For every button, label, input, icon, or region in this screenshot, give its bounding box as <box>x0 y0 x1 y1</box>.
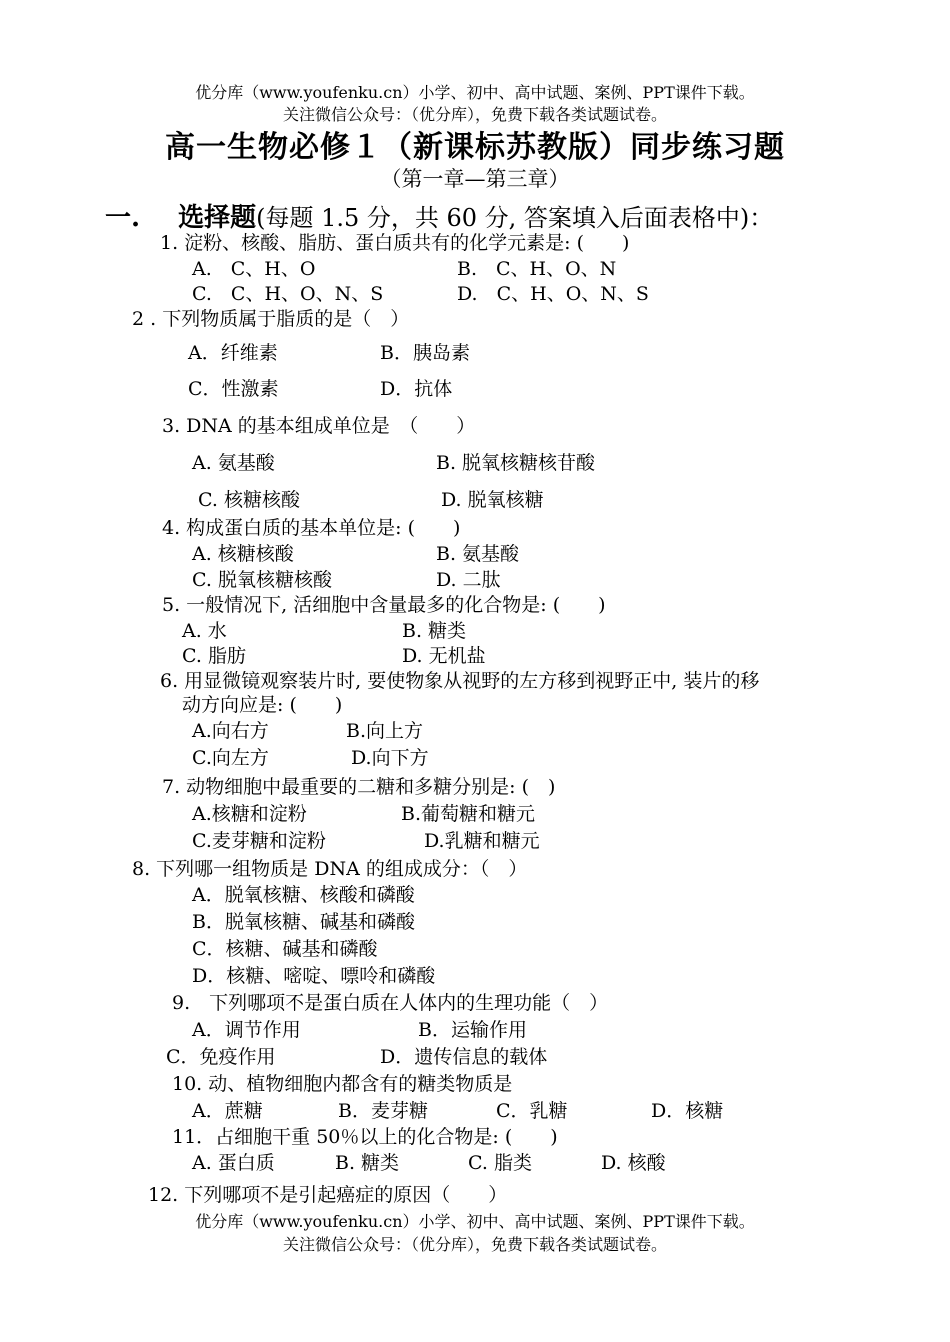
question-12: 12. 下列哪项不是引起癌症的原因（ ） <box>148 1184 508 1206</box>
q5-option-c: C. 脂肪 <box>182 645 246 667</box>
q10-option-d: D．核糖 <box>651 1100 724 1122</box>
q3-option-a: A. 氨基酸 <box>192 452 275 474</box>
q5-option-d: D. 无机盐 <box>402 645 486 667</box>
section-note: (每题 1.5 分，共 60 分, 答案填入后面表格中)： <box>256 204 774 232</box>
header-line-1: 优分库（www.youfenku.cn）小学、初中、高中试题、案例、PPT课件下载。 <box>195 83 755 102</box>
q1-option-b: B. C、H、O、N <box>457 258 617 280</box>
q7-option-b: B.葡萄糖和糖元 <box>401 803 536 825</box>
section-number: 一. <box>105 203 141 233</box>
q10-option-c: C．乳糖 <box>496 1100 568 1122</box>
q4-option-c: C. 脱氧核糖核酸 <box>192 569 332 591</box>
q5-option-a: A. 水 <box>182 620 227 642</box>
question-6-line-2: 动方向应是: ( ) <box>182 694 343 716</box>
q3-option-c: C. 核糖核酸 <box>198 489 300 511</box>
q10-option-a: A．蔗糖 <box>192 1100 263 1122</box>
q2-option-c: C．性激素 <box>188 378 279 400</box>
footer-line-2: 关注微信公众号：（优分库），免费下载各类试题试卷。 <box>282 1235 667 1254</box>
q6-option-c: C.向左方 <box>192 747 269 769</box>
question-11: 11．占细胞干重 50％以上的化合物是: ( ) <box>172 1126 558 1148</box>
footer-line-1: 优分库（www.youfenku.cn）小学、初中、高中试题、案例、PPT课件下载。 <box>195 1212 755 1231</box>
q1-option-d: D. C、H、O、N、S <box>457 283 649 305</box>
question-4: 4. 构成蛋白质的基本单位是: ( ) <box>162 517 461 539</box>
q10-option-b: B．麦芽糖 <box>338 1100 428 1122</box>
q6-option-b: B.向上方 <box>346 720 424 742</box>
question-2: 2 . 下列物质属于脂质的是（ ） <box>132 308 410 330</box>
q6-option-d: D.向下方 <box>351 747 429 769</box>
page-title: 高一生物必修１（新课标苏教版）同步练习题 <box>165 130 785 165</box>
q7-option-d: D.乳糖和糖元 <box>424 830 540 852</box>
question-5: 5. 一般情况下, 活细胞中含量最多的化合物是: ( ) <box>162 594 606 616</box>
header-line-2: 关注微信公众号：（优分库），免费下载各类试题试卷。 <box>282 105 667 124</box>
q8-option-b: B．脱氧核糖、碱基和磷酸 <box>192 911 415 933</box>
q8-option-d: D．核糖、嘧啶、嘌呤和磷酸 <box>192 965 436 987</box>
question-9: 9. 下列哪项不是蛋白质在人体内的生理功能（ ） <box>172 992 609 1014</box>
question-6: 6. 用显微镜观察装片时, 要使物象从视野的左方移到视野正中, 装片的移 <box>160 670 760 692</box>
q9-option-a: A．调节作用 <box>192 1019 301 1041</box>
q1-option-a: A. C、H、O <box>192 258 316 280</box>
q8-option-a: A．脱氧核糖、核酸和磷酸 <box>192 884 415 906</box>
q9-option-c: C．免疫作用 <box>166 1046 276 1068</box>
q5-option-b: B. 糖类 <box>402 620 467 642</box>
q4-option-b: B. 氨基酸 <box>436 543 520 565</box>
section-name: 选择题 <box>178 203 257 233</box>
question-8: 8. 下列哪一组物质是 DNA 的组成成分：（ ） <box>132 858 528 880</box>
question-1: 1. 淀粉、核酸、脂肪、蛋白质共有的化学元素是: ( ) <box>160 232 630 254</box>
question-3: 3. DNA 的基本组成单位是 （ ） <box>162 415 476 437</box>
q6-option-a: A.向右方 <box>192 720 269 742</box>
q8-option-c: C．核糖、碱基和磷酸 <box>192 938 378 960</box>
q11-option-d: D. 核酸 <box>601 1152 666 1174</box>
q11-option-a: A. 蛋白质 <box>192 1152 275 1174</box>
q11-option-c: C. 脂类 <box>468 1152 532 1174</box>
q2-option-a: A．纤维素 <box>188 342 278 364</box>
q2-option-d: D．抗体 <box>380 378 453 400</box>
q3-option-b: B. 脱氧核糖核苷酸 <box>436 452 596 474</box>
q1-option-c: C. C、H、O、N、S <box>192 283 384 305</box>
q3-option-d: D. 脱氧核糖 <box>441 489 544 511</box>
q9-option-d: D．遗传信息的载体 <box>380 1046 548 1068</box>
q4-option-d: D. 二肽 <box>436 569 501 591</box>
q7-option-a: A.核糖和淀粉 <box>192 803 307 825</box>
q11-option-b: B. 糖类 <box>335 1152 400 1174</box>
question-10: 10. 动、植物细胞内都含有的糖类物质是 <box>172 1073 513 1095</box>
page-subtitle: （第一章—第三章） <box>380 167 570 191</box>
question-7: 7. 动物细胞中最重要的二糖和多糖分别是: ( ) <box>162 776 556 798</box>
q7-option-c: C.麦芽糖和淀粉 <box>192 830 326 852</box>
q9-option-b: B．运输作用 <box>418 1019 527 1041</box>
q2-option-b: B．胰岛素 <box>380 342 470 364</box>
q4-option-a: A. 核糖核酸 <box>192 543 294 565</box>
